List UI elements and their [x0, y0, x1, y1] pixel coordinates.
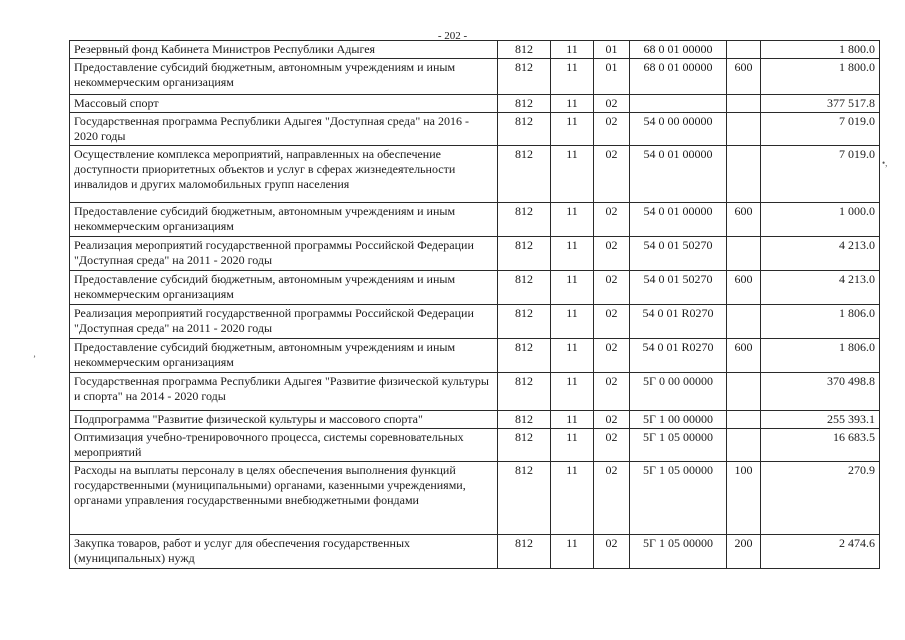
row-target-article: 5Г 1 00 00000 — [630, 411, 727, 429]
page-number: - 202 - — [437, 30, 468, 42]
row-expense-type: 600 — [727, 203, 761, 237]
row-amount: 1 806.0 — [761, 339, 880, 373]
row-name: Расходы на выплаты персоналу в целях обеспечения выполнения функций государственными (муниципальными) органами, казенными учреждениями, органами управления государственными внебюджетными фондами — [70, 462, 498, 535]
table-row — [70, 59, 880, 95]
row-section: 11 — [551, 203, 594, 237]
budget-table — [69, 40, 880, 569]
row-amount: 7 019.0 — [761, 146, 880, 203]
row-name: Предоставление субсидий бюджетным, автономным учреждениям и иным некоммерческим организациям — [70, 271, 498, 305]
table-body — [70, 41, 880, 569]
row-ved: 812 — [498, 411, 551, 429]
row-amount: 1 806.0 — [761, 305, 880, 339]
row-amount: 1 800.0 — [761, 59, 880, 95]
row-ved: 812 — [498, 373, 551, 411]
row-amount: 270.9 — [761, 462, 880, 535]
row-section: 11 — [551, 237, 594, 271]
row-amount: 7 019.0 — [761, 113, 880, 146]
row-section: 11 — [551, 146, 594, 203]
row-ved: 812 — [498, 305, 551, 339]
row-section: 11 — [551, 41, 594, 59]
row-expense-type — [727, 95, 761, 113]
row-target-article: 54 0 01 R0270 — [630, 339, 727, 373]
row-target-article: 5Г 1 05 00000 — [630, 535, 727, 569]
row-amount: 2 474.6 — [761, 535, 880, 569]
row-section: 11 — [551, 373, 594, 411]
row-subsection: 01 — [594, 41, 630, 59]
row-section: 11 — [551, 339, 594, 373]
row-target-article: 5Г 1 05 00000 — [630, 462, 727, 535]
row-expense-type — [727, 41, 761, 59]
row-target-article: 68 0 01 00000 — [630, 41, 727, 59]
row-name: Подпрограмма "Развитие физической культуры и массового спорта" — [70, 411, 498, 429]
row-ved: 812 — [498, 113, 551, 146]
row-subsection: 02 — [594, 339, 630, 373]
row-amount: 370 498.8 — [761, 373, 880, 411]
row-target-article: 54 0 01 50270 — [630, 271, 727, 305]
row-subsection: 02 — [594, 203, 630, 237]
row-name: Массовый спорт — [70, 95, 498, 113]
row-target-article: 5Г 0 00 00000 — [630, 373, 727, 411]
row-subsection: 02 — [594, 305, 630, 339]
row-expense-type — [727, 146, 761, 203]
table-row — [70, 305, 880, 339]
row-subsection: 02 — [594, 271, 630, 305]
row-target-article: 54 0 01 00000 — [630, 146, 727, 203]
row-amount: 255 393.1 — [761, 411, 880, 429]
row-expense-type — [727, 429, 761, 462]
row-expense-type — [727, 237, 761, 271]
row-section: 11 — [551, 113, 594, 146]
row-section: 11 — [551, 59, 594, 95]
row-ved: 812 — [498, 59, 551, 95]
table-row — [70, 462, 880, 535]
table-row — [70, 373, 880, 411]
row-ved: 812 — [498, 237, 551, 271]
row-subsection: 02 — [594, 411, 630, 429]
row-ved: 812 — [498, 339, 551, 373]
row-name: Государственная программа Республики Адыгея "Доступная среда" на 2016 - 2020 годы — [70, 113, 498, 146]
row-ved: 812 — [498, 462, 551, 535]
row-expense-type — [727, 113, 761, 146]
row-section: 11 — [551, 535, 594, 569]
row-name: Реализация мероприятий государственной программы Российской Федерации "Доступная среда" на 2011 - 2020 годы — [70, 305, 498, 339]
table-row — [70, 95, 880, 113]
row-expense-type: 600 — [727, 339, 761, 373]
row-expense-type — [727, 305, 761, 339]
row-name: Государственная программа Республики Адыгея "Развитие физической культуры и спорта" на 2014 - 2020 годы — [70, 373, 498, 411]
row-target-article: 54 0 01 50270 — [630, 237, 727, 271]
row-ved: 812 — [498, 535, 551, 569]
table-row — [70, 429, 880, 462]
table-row — [70, 203, 880, 237]
row-amount: 4 213.0 — [761, 271, 880, 305]
row-name: Предоставление субсидий бюджетным, автономным учреждениям и иным некоммерческим организациям — [70, 59, 498, 95]
row-name: Осуществление комплекса мероприятий, направленных на обеспечение доступности приоритетных объектов и услуг в сферах жизнедеятельности инвалидов и других маломобильных групп населения — [70, 146, 498, 203]
table-row — [70, 237, 880, 271]
row-amount: 1 800.0 — [761, 41, 880, 59]
row-ved: 812 — [498, 271, 551, 305]
row-subsection: 02 — [594, 113, 630, 146]
row-section: 11 — [551, 271, 594, 305]
row-amount: 377 517.8 — [761, 95, 880, 113]
table-row — [70, 113, 880, 146]
row-expense-type — [727, 373, 761, 411]
row-target-article: 54 0 01 00000 — [630, 203, 727, 237]
row-section: 11 — [551, 95, 594, 113]
row-subsection: 02 — [594, 95, 630, 113]
row-section: 11 — [551, 305, 594, 339]
row-expense-type — [727, 411, 761, 429]
table-row — [70, 271, 880, 305]
row-amount: 4 213.0 — [761, 237, 880, 271]
row-ved: 812 — [498, 41, 551, 59]
table-row — [70, 339, 880, 373]
row-name: Резервный фонд Кабинета Министров Республики Адыгея — [70, 41, 498, 59]
row-amount: 16 683.5 — [761, 429, 880, 462]
row-name: Реализация мероприятий государственной программы Российской Федерации "Доступная среда" на 2011 - 2020 годы — [70, 237, 498, 271]
row-name: Предоставление субсидий бюджетным, автономным учреждениям и иным некоммерческим организациям — [70, 339, 498, 373]
row-ved: 812 — [498, 203, 551, 237]
row-subsection: 02 — [594, 373, 630, 411]
table-row — [70, 41, 880, 59]
row-amount: 1 000.0 — [761, 203, 880, 237]
row-subsection: 02 — [594, 146, 630, 203]
row-target-article: 68 0 01 00000 — [630, 59, 727, 95]
table-row — [70, 146, 880, 203]
row-target-article: 5Г 1 05 00000 — [630, 429, 727, 462]
row-name: Предоставление субсидий бюджетным, автономным учреждениям и иным некоммерческим организациям — [70, 203, 498, 237]
row-name: Оптимизация учебно-тренировочного процесса, системы соревновательных мероприятий — [70, 429, 498, 462]
row-expense-type: 600 — [727, 59, 761, 95]
scan-mark: •, — [882, 158, 888, 168]
table-row — [70, 535, 880, 569]
table-row — [70, 411, 880, 429]
row-subsection: 02 — [594, 535, 630, 569]
row-section: 11 — [551, 462, 594, 535]
row-ved: 812 — [498, 429, 551, 462]
row-expense-type: 600 — [727, 271, 761, 305]
row-target-article — [630, 95, 727, 113]
row-expense-type: 200 — [727, 535, 761, 569]
row-expense-type: 100 — [727, 462, 761, 535]
row-section: 11 — [551, 411, 594, 429]
row-subsection: 02 — [594, 429, 630, 462]
row-subsection: 02 — [594, 462, 630, 535]
row-target-article: 54 0 01 R0270 — [630, 305, 727, 339]
scan-mark: ʼ — [33, 354, 36, 364]
row-name: Закупка товаров, работ и услуг для обеспечения государственных (муниципальных) нужд — [70, 535, 498, 569]
row-subsection: 01 — [594, 59, 630, 95]
row-target-article: 54 0 00 00000 — [630, 113, 727, 146]
row-subsection: 02 — [594, 237, 630, 271]
row-section: 11 — [551, 429, 594, 462]
row-ved: 812 — [498, 146, 551, 203]
row-ved: 812 — [498, 95, 551, 113]
